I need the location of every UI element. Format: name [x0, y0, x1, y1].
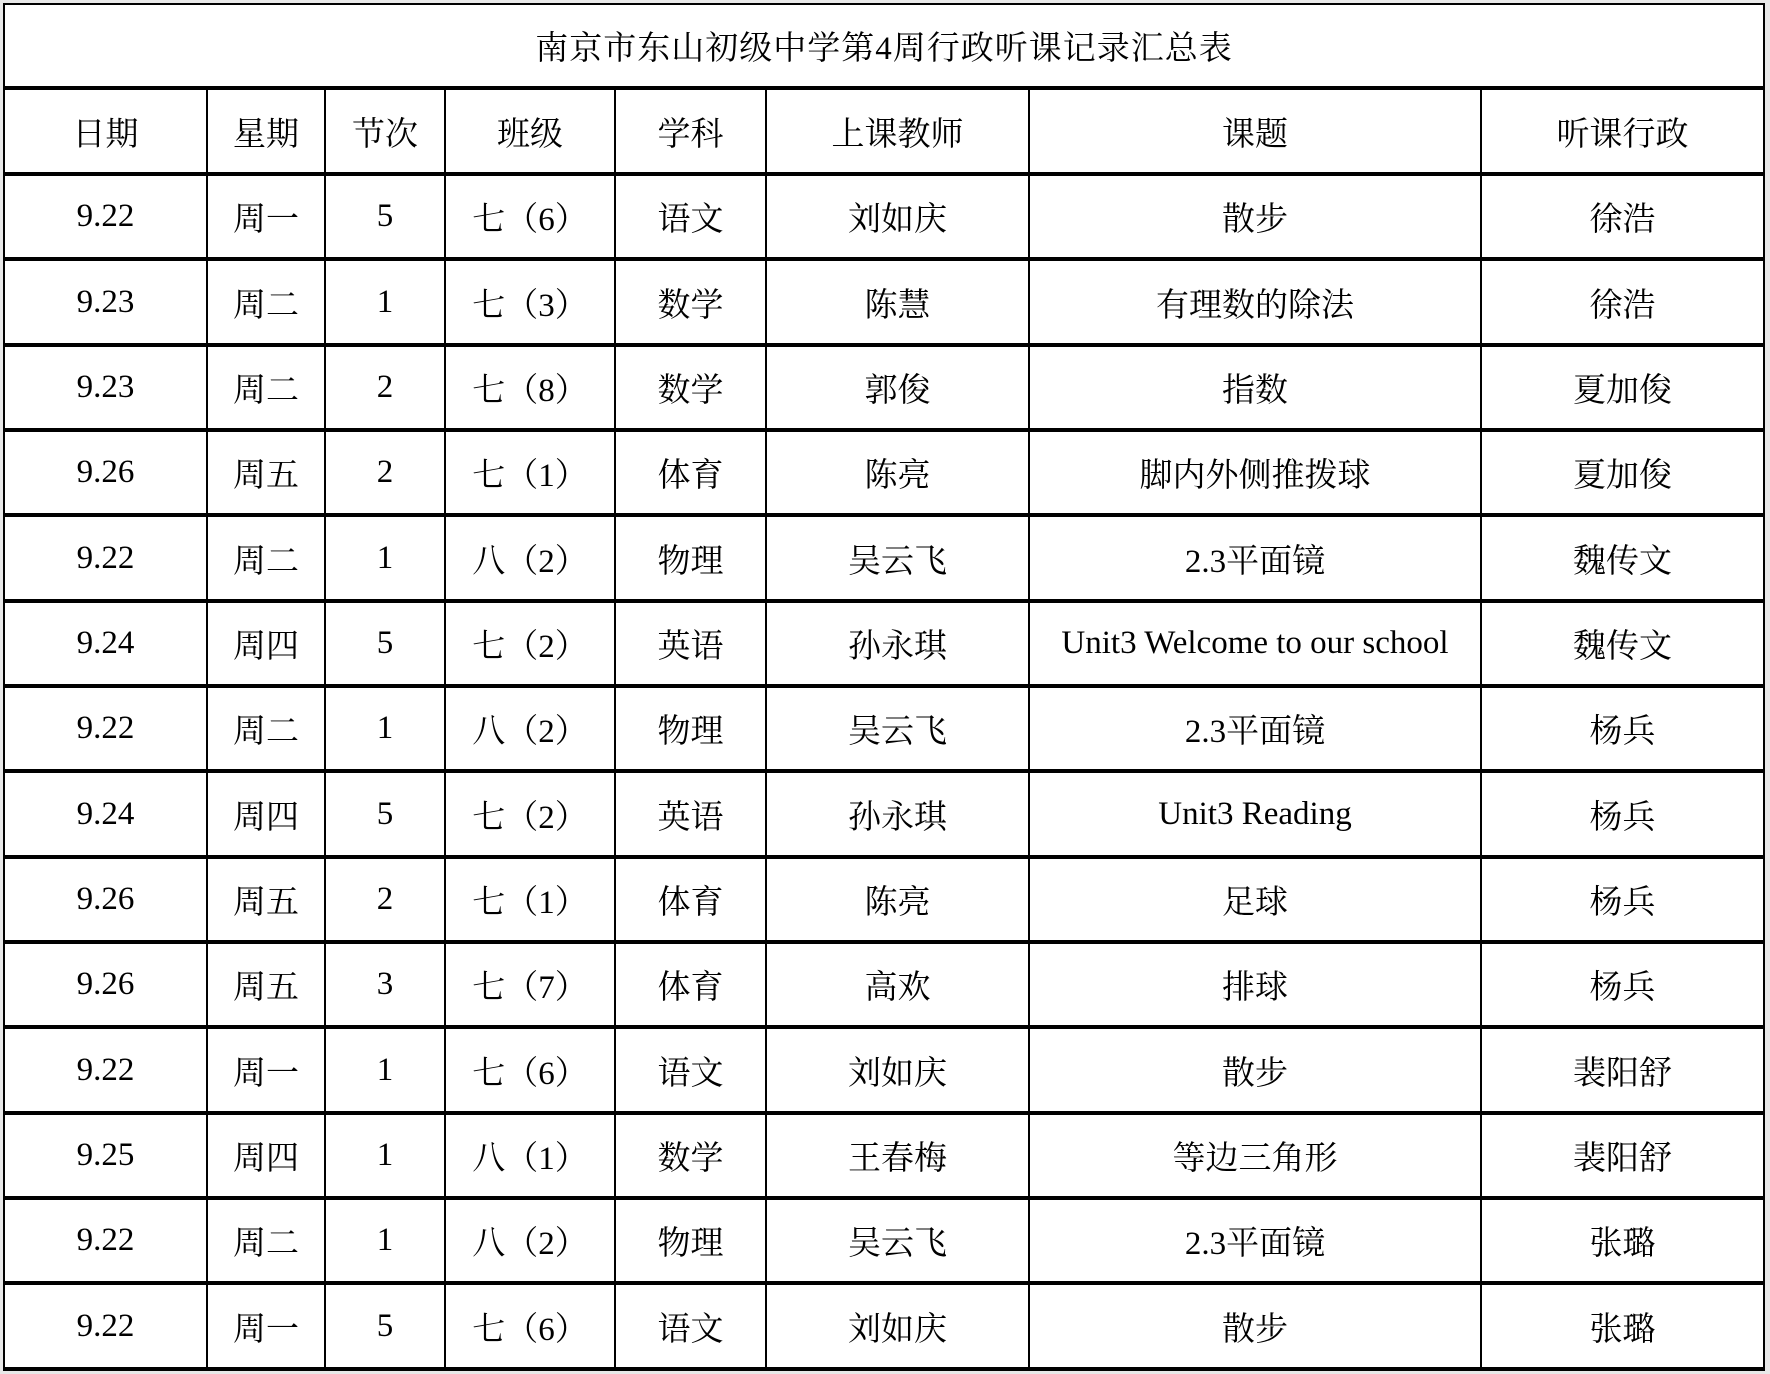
cell-class: 七（8） [445, 345, 615, 430]
cell-period: 5 [325, 601, 445, 686]
cell-observer: 徐浩 [1481, 259, 1764, 344]
cell-subject: 体育 [615, 942, 766, 1027]
cell-period: 1 [325, 1113, 445, 1198]
cell-date: 9.24 [4, 601, 207, 686]
table-row [4, 174, 1764, 259]
column-header-observer: 听课行政 [1481, 88, 1764, 174]
table-row [4, 430, 1764, 515]
cell-class: 七（6） [445, 174, 615, 259]
cell-date: 9.26 [4, 942, 207, 1027]
cell-date: 9.24 [4, 771, 207, 856]
cell-topic: Unit3 Welcome to our school [1029, 601, 1481, 686]
cell-teacher: 陈亮 [766, 857, 1029, 942]
cell-period: 5 [325, 174, 445, 259]
cell-date: 9.22 [4, 515, 207, 600]
cell-weekday: 周二 [207, 345, 325, 430]
cell-weekday: 周四 [207, 771, 325, 856]
column-header-subject: 学科 [615, 88, 766, 174]
cell-period: 1 [325, 259, 445, 344]
cell-class: 七（2） [445, 601, 615, 686]
cell-weekday: 周四 [207, 1113, 325, 1198]
cell-observer: 魏传文 [1481, 601, 1764, 686]
cell-period: 5 [325, 771, 445, 856]
cell-teacher: 刘如庆 [766, 1283, 1029, 1369]
cell-observer: 夏加俊 [1481, 430, 1764, 515]
table-row [4, 345, 1764, 430]
cell-weekday: 周一 [207, 1283, 325, 1369]
cell-subject: 物理 [615, 1198, 766, 1283]
cell-period: 3 [325, 942, 445, 1027]
cell-topic: 脚内外侧推拨球 [1029, 430, 1481, 515]
cell-topic: 排球 [1029, 942, 1481, 1027]
cell-class: 七（3） [445, 259, 615, 344]
cell-period: 2 [325, 857, 445, 942]
cell-class: 七（7） [445, 942, 615, 1027]
cell-teacher: 吴云飞 [766, 1198, 1029, 1283]
cell-weekday: 周二 [207, 686, 325, 771]
cell-topic: 散步 [1029, 174, 1481, 259]
column-header-date: 日期 [4, 88, 207, 174]
cell-observer: 张璐 [1481, 1198, 1764, 1283]
cell-observer: 裴阳舒 [1481, 1113, 1764, 1198]
cell-teacher: 吴云飞 [766, 686, 1029, 771]
cell-subject: 数学 [615, 259, 766, 344]
column-header-teacher: 上课教师 [766, 88, 1029, 174]
table-row [4, 1113, 1764, 1198]
cell-date: 9.22 [4, 1198, 207, 1283]
cell-teacher: 陈亮 [766, 430, 1029, 515]
cell-weekday: 周一 [207, 1027, 325, 1112]
cell-class: 八（1） [445, 1113, 615, 1198]
column-header-period: 节次 [325, 88, 445, 174]
cell-teacher: 陈慧 [766, 259, 1029, 344]
cell-subject: 语文 [615, 1027, 766, 1112]
cell-observer: 徐浩 [1481, 174, 1764, 259]
cell-observer: 杨兵 [1481, 942, 1764, 1027]
cell-subject: 语文 [615, 1283, 766, 1369]
cell-subject: 数学 [615, 345, 766, 430]
cell-topic: 散步 [1029, 1283, 1481, 1369]
cell-topic: Unit3 Reading [1029, 771, 1481, 856]
cell-subject: 数学 [615, 1113, 766, 1198]
cell-period: 1 [325, 686, 445, 771]
cell-teacher: 高欢 [766, 942, 1029, 1027]
cell-weekday: 周二 [207, 259, 325, 344]
cell-subject: 英语 [615, 771, 766, 856]
table-row [4, 771, 1764, 856]
cell-class: 七（1） [445, 430, 615, 515]
table-row [4, 1283, 1764, 1369]
table-row [4, 259, 1764, 344]
cell-class: 七（6） [445, 1283, 615, 1369]
cell-subject: 物理 [615, 686, 766, 771]
cell-observer: 裴阳舒 [1481, 1027, 1764, 1112]
observation-record-table [3, 3, 1765, 1371]
cell-observer: 杨兵 [1481, 771, 1764, 856]
cell-weekday: 周五 [207, 430, 325, 515]
cell-class: 七（6） [445, 1027, 615, 1112]
cell-observer: 杨兵 [1481, 857, 1764, 942]
cell-period: 2 [325, 345, 445, 430]
cell-class: 八（2） [445, 1198, 615, 1283]
cell-topic: 足球 [1029, 857, 1481, 942]
cell-weekday: 周四 [207, 601, 325, 686]
cell-subject: 物理 [615, 515, 766, 600]
table-row [4, 1198, 1764, 1283]
table-row [4, 601, 1764, 686]
cell-period: 2 [325, 430, 445, 515]
cell-period: 1 [325, 1027, 445, 1112]
cell-teacher: 王春梅 [766, 1113, 1029, 1198]
cell-date: 9.22 [4, 1283, 207, 1369]
cell-topic: 指数 [1029, 345, 1481, 430]
cell-teacher: 吴云飞 [766, 515, 1029, 600]
title-row [4, 4, 1764, 88]
table-row [4, 1027, 1764, 1112]
cell-date: 9.23 [4, 259, 207, 344]
cell-subject: 体育 [615, 430, 766, 515]
table-row [4, 515, 1764, 600]
cell-topic: 有理数的除法 [1029, 259, 1481, 344]
cell-topic: 2.3平面镜 [1029, 686, 1481, 771]
table-title: 南京市东山初级中学第4周行政听课记录汇总表 [4, 4, 1764, 88]
cell-class: 七（1） [445, 857, 615, 942]
cell-observer: 张璐 [1481, 1283, 1764, 1369]
cell-weekday: 周一 [207, 174, 325, 259]
cell-observer: 杨兵 [1481, 686, 1764, 771]
cell-class: 八（2） [445, 686, 615, 771]
cell-topic: 2.3平面镜 [1029, 1198, 1481, 1283]
cell-teacher: 孙永琪 [766, 601, 1029, 686]
cell-subject: 体育 [615, 857, 766, 942]
cell-date: 9.26 [4, 857, 207, 942]
cell-date: 9.23 [4, 345, 207, 430]
cell-class: 八（2） [445, 515, 615, 600]
cell-subject: 语文 [615, 174, 766, 259]
table-row [4, 857, 1764, 942]
cell-topic: 等边三角形 [1029, 1113, 1481, 1198]
cell-period: 1 [325, 1198, 445, 1283]
cell-teacher: 孙永琪 [766, 771, 1029, 856]
cell-period: 1 [325, 515, 445, 600]
cell-teacher: 刘如庆 [766, 174, 1029, 259]
cell-observer: 魏传文 [1481, 515, 1764, 600]
cell-period: 5 [325, 1283, 445, 1369]
table-body [4, 174, 1764, 1369]
cell-date: 9.22 [4, 686, 207, 771]
cell-date: 9.26 [4, 430, 207, 515]
header-row [4, 88, 1764, 174]
cell-teacher: 郭俊 [766, 345, 1029, 430]
cell-teacher: 刘如庆 [766, 1027, 1029, 1112]
table-head [4, 4, 1764, 174]
cell-topic: 2.3平面镜 [1029, 515, 1481, 600]
column-header-topic: 课题 [1029, 88, 1481, 174]
cell-weekday: 周二 [207, 515, 325, 600]
cell-topic: 散步 [1029, 1027, 1481, 1112]
cell-observer: 夏加俊 [1481, 345, 1764, 430]
column-header-weekday: 星期 [207, 88, 325, 174]
cell-weekday: 周二 [207, 1198, 325, 1283]
cell-date: 9.25 [4, 1113, 207, 1198]
cell-weekday: 周五 [207, 942, 325, 1027]
cell-date: 9.22 [4, 1027, 207, 1112]
cell-weekday: 周五 [207, 857, 325, 942]
table-row [4, 686, 1764, 771]
column-header-class: 班级 [445, 88, 615, 174]
cell-subject: 英语 [615, 601, 766, 686]
cell-date: 9.22 [4, 174, 207, 259]
cell-class: 七（2） [445, 771, 615, 856]
table-row [4, 942, 1764, 1027]
